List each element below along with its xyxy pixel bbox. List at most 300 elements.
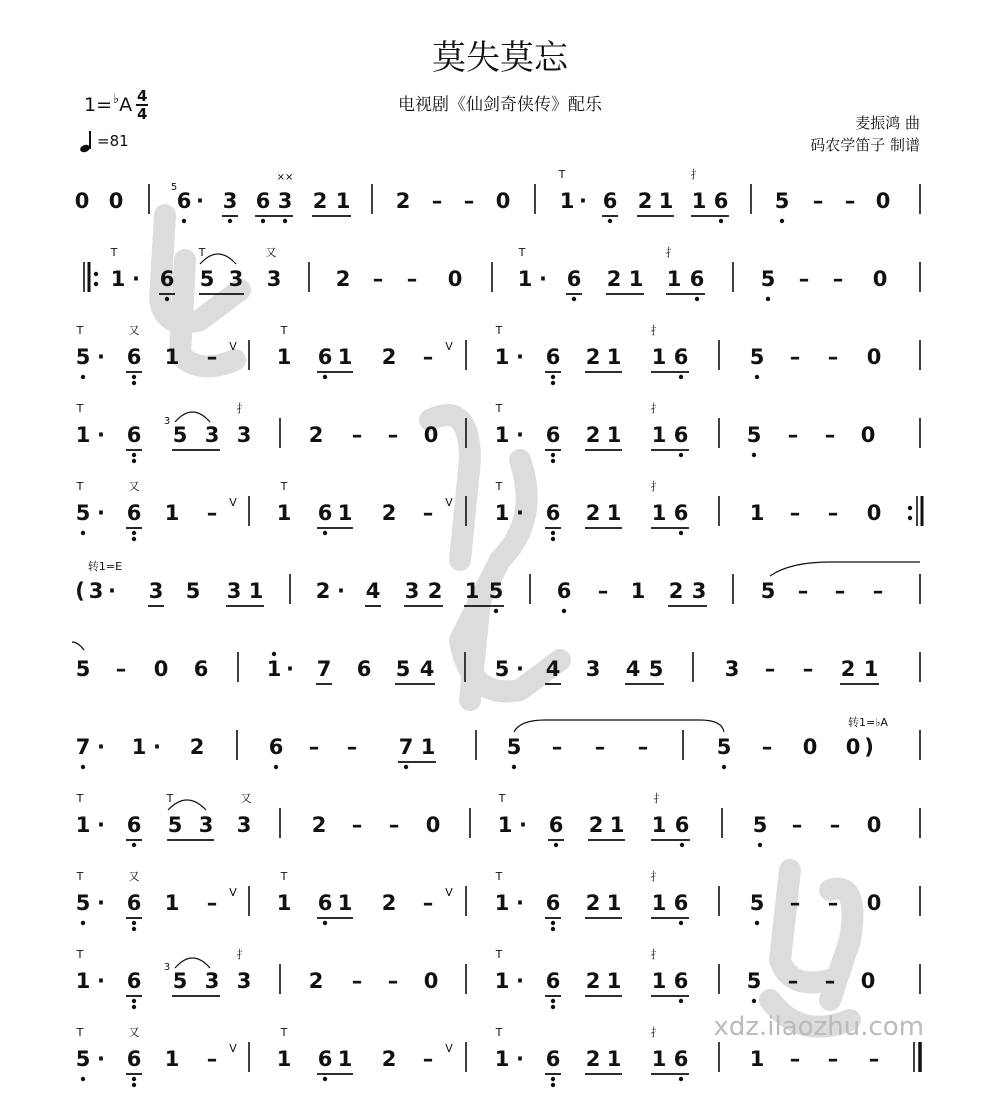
note: 1: [749, 501, 765, 525]
note: 1: [75, 969, 91, 993]
note: 0: [875, 189, 891, 213]
note: 1: [494, 423, 510, 447]
note: 2: [315, 579, 331, 603]
octave-dot: [755, 921, 759, 925]
note: 0: [423, 969, 439, 993]
note: 6: [255, 189, 271, 213]
octave-dot: [551, 531, 555, 535]
note: 2: [585, 1047, 601, 1071]
trill-icon: ⨯⨯: [276, 172, 294, 183]
note: –: [764, 657, 776, 681]
note: 1: [863, 657, 879, 681]
modulation-mark: 转1=♭A: [848, 716, 888, 729]
note: –: [597, 579, 609, 603]
note: 1: [494, 891, 510, 915]
note: 2: [189, 735, 205, 759]
note: 1: [494, 345, 510, 369]
note: 5: [199, 267, 215, 291]
note: 1: [651, 501, 667, 525]
ornament-mark: 扌: [650, 870, 662, 883]
watermark-url: xdz.ilaozhu.com: [713, 1012, 924, 1042]
note: ·: [97, 891, 105, 915]
repeat-dot: [94, 282, 98, 286]
note: 2: [585, 423, 601, 447]
octave-dot: [132, 1077, 136, 1081]
note: 6: [673, 345, 689, 369]
note: –: [827, 345, 839, 369]
note: 2: [637, 189, 653, 213]
note: 6: [317, 501, 333, 525]
note: 1: [606, 423, 622, 447]
note: 1: [630, 579, 646, 603]
note: 6: [566, 267, 582, 291]
ornament-mark: T: [280, 1026, 288, 1039]
note: –: [868, 1047, 880, 1071]
note: 6: [673, 501, 689, 525]
ornament-mark: 扌: [236, 402, 248, 415]
octave-dot: [228, 219, 232, 223]
note: 6: [126, 969, 142, 993]
note: 5: [395, 657, 411, 681]
repeat-dot: [94, 272, 98, 276]
note: 2: [311, 813, 327, 837]
note: 2: [335, 267, 351, 291]
note: 1: [337, 891, 353, 915]
paren-close: ): [864, 735, 874, 759]
octave-dot: [274, 765, 278, 769]
note: 5: [75, 891, 91, 915]
note: 5: [752, 813, 768, 837]
octave-dot: [323, 1077, 327, 1081]
note: 6: [673, 969, 689, 993]
note: 5: [760, 579, 776, 603]
octave-dot: [679, 531, 683, 535]
ornament-mark: 又: [128, 870, 140, 883]
note: –: [388, 813, 400, 837]
note: ·: [516, 345, 524, 369]
paren-open: (: [75, 579, 85, 603]
note: 5: [648, 657, 664, 681]
octave-dot: [132, 375, 136, 379]
octave-dot: [758, 843, 762, 847]
octave-dot: [766, 297, 770, 301]
note: –: [594, 735, 606, 759]
note: –: [787, 969, 799, 993]
note: 1: [164, 345, 180, 369]
note: 6: [545, 423, 561, 447]
note: –: [206, 501, 218, 525]
note: 6: [673, 891, 689, 915]
note: 1: [464, 579, 480, 603]
note: –: [422, 345, 434, 369]
octave-dot: [562, 609, 566, 613]
octave-dot: [752, 999, 756, 1003]
octave-dot: [272, 652, 276, 656]
note: 0: [495, 189, 511, 213]
note: 1: [609, 813, 625, 837]
octave-dot: [132, 843, 136, 847]
ornament-mark: 扌: [650, 402, 662, 415]
ornament-mark: T: [558, 168, 566, 181]
note: 1: [276, 501, 292, 525]
note: 5: [749, 891, 765, 915]
note: 0: [866, 813, 882, 837]
tie: [514, 720, 724, 732]
note: 0: [153, 657, 169, 681]
octave-dot: [679, 921, 683, 925]
note: –: [463, 189, 475, 213]
ornament-mark: T: [495, 402, 503, 415]
octave-dot: [752, 453, 756, 457]
octave-dot: [132, 1005, 136, 1009]
note: 1: [517, 267, 533, 291]
note: –: [351, 813, 363, 837]
note: –: [824, 423, 836, 447]
note: 1: [266, 657, 282, 681]
note: –: [872, 579, 884, 603]
note: 1: [651, 1047, 667, 1071]
note: 5: [746, 423, 762, 447]
breath-mark: V: [445, 886, 453, 899]
note: –: [802, 657, 814, 681]
octave-dot: [132, 921, 136, 925]
note: 3: [228, 267, 244, 291]
note: –: [789, 1047, 801, 1071]
ornament-mark: T: [280, 324, 288, 337]
note: ·: [516, 969, 524, 993]
note: –: [844, 189, 856, 213]
octave-dot: [81, 765, 85, 769]
note: 0: [866, 891, 882, 915]
ornament-mark: 又: [128, 324, 140, 337]
note: 6: [548, 813, 564, 837]
note: ·: [108, 579, 116, 603]
score-title: 莫失莫忘: [432, 38, 568, 78]
note: 3: [204, 969, 220, 993]
note: –: [791, 813, 803, 837]
note: 1: [606, 969, 622, 993]
ornament-mark: T: [280, 870, 288, 883]
ornament-mark: T: [198, 246, 206, 259]
note: 5: [746, 969, 762, 993]
ornament-mark: 又: [128, 480, 140, 493]
note: 5: [172, 423, 188, 447]
note: 4: [545, 657, 561, 681]
note: –: [827, 1047, 839, 1071]
octave-dot: [182, 219, 186, 223]
ornament-mark: T: [495, 948, 503, 961]
note: 6: [193, 657, 209, 681]
note: 1: [651, 891, 667, 915]
slur: [175, 958, 210, 968]
note: 6: [673, 423, 689, 447]
octave-dot: [680, 843, 684, 847]
note: 1: [559, 189, 575, 213]
note: –: [115, 657, 127, 681]
octave-dot: [551, 1005, 555, 1009]
note: 1: [337, 345, 353, 369]
ornament-mark: T: [495, 324, 503, 337]
note: 2: [668, 579, 684, 603]
octave-dot: [81, 375, 85, 379]
ornament-mark: 又: [265, 246, 277, 259]
octave-dot: [695, 297, 699, 301]
note: 2: [308, 969, 324, 993]
note: –: [827, 501, 839, 525]
breath-mark: V: [229, 496, 237, 509]
octave-dot: [323, 531, 327, 535]
note: 1: [749, 1047, 765, 1071]
ornament-mark: 扌: [690, 168, 702, 181]
ornament-mark: 扌: [650, 480, 662, 493]
note: 6: [545, 1047, 561, 1071]
tie: [72, 642, 84, 650]
note: 6: [545, 891, 561, 915]
note: 1: [131, 735, 147, 759]
note: ·: [97, 735, 105, 759]
note: –: [761, 735, 773, 759]
note: 6: [317, 891, 333, 915]
note: 6: [602, 189, 618, 213]
note: 1: [494, 501, 510, 525]
ornament-mark: T: [166, 792, 174, 805]
octave-dot: [323, 921, 327, 925]
note: 1: [164, 501, 180, 525]
note: 1: [606, 1047, 622, 1071]
octave-dot: [494, 609, 498, 613]
note: 1: [276, 1047, 292, 1071]
ornament-mark: 又: [240, 792, 252, 805]
arranger: 码农学笛子 制谱: [810, 136, 920, 154]
note: 5: [506, 735, 522, 759]
note: ·: [97, 501, 105, 525]
time-top: 4: [136, 87, 148, 105]
note: 2: [585, 891, 601, 915]
note: 7: [398, 735, 414, 759]
note: –: [206, 891, 218, 915]
ornament-mark: T: [76, 402, 84, 415]
note: 2: [606, 267, 622, 291]
octave-dot: [551, 921, 555, 925]
note: 6: [713, 189, 729, 213]
note: 1: [651, 423, 667, 447]
octave-dot: [551, 537, 555, 541]
note: 5: [488, 579, 504, 603]
note: 1: [658, 189, 674, 213]
note: 2: [381, 345, 397, 369]
note: 6: [126, 423, 142, 447]
note: 2: [588, 813, 604, 837]
octave-dot: [323, 375, 327, 379]
note: 3: [691, 579, 707, 603]
note: 3: [204, 423, 220, 447]
note: 1: [110, 267, 126, 291]
note: 1: [164, 1047, 180, 1071]
note: 6: [126, 345, 142, 369]
note: 3: [236, 813, 252, 837]
ornament-mark: T: [76, 480, 84, 493]
note: ·: [337, 579, 345, 603]
note: –: [798, 267, 810, 291]
note: 5: [167, 813, 183, 837]
note: 3: [277, 189, 293, 213]
ornament-mark: T: [495, 480, 503, 493]
note: 1: [651, 969, 667, 993]
octave-dot: [551, 927, 555, 931]
grace-note: 5: [170, 182, 178, 193]
note: 2: [381, 891, 397, 915]
note: –: [346, 735, 358, 759]
ornament-mark: 扌: [236, 948, 248, 961]
note: 0: [845, 735, 861, 759]
ornament-mark: T: [495, 1026, 503, 1039]
octave-dot: [283, 219, 287, 223]
note: 3: [404, 579, 420, 603]
note: 0: [860, 423, 876, 447]
ornament-mark: 扌: [665, 246, 677, 259]
note: 0: [447, 267, 463, 291]
breath-mark: V: [445, 496, 453, 509]
octave-dot: [132, 381, 136, 385]
note: 5: [75, 501, 91, 525]
slur: [175, 412, 210, 422]
octave-dot: [551, 1077, 555, 1081]
note: ·: [196, 189, 204, 213]
note: –: [406, 267, 418, 291]
note: 1: [651, 345, 667, 369]
note: 7: [316, 657, 332, 681]
note: 6: [689, 267, 705, 291]
ornament-mark: T: [495, 870, 503, 883]
note: 3: [724, 657, 740, 681]
ornament-mark: T: [518, 246, 526, 259]
note: 1: [164, 891, 180, 915]
octave-dot: [132, 537, 136, 541]
note: 0: [423, 423, 439, 447]
breath-mark: V: [229, 340, 237, 353]
note: ·: [539, 267, 547, 291]
note: 2: [585, 969, 601, 993]
note: –: [431, 189, 443, 213]
octave-dot: [572, 297, 576, 301]
note: 0: [866, 345, 882, 369]
note: 7: [75, 735, 91, 759]
note: ·: [516, 891, 524, 915]
note: 2: [395, 189, 411, 213]
note: 6: [545, 345, 561, 369]
composer: 麦振鸿 曲: [855, 114, 920, 132]
note: –: [829, 813, 841, 837]
note: 1: [497, 813, 513, 837]
note: 5: [75, 657, 91, 681]
note: 1: [628, 267, 644, 291]
note: 0: [802, 735, 818, 759]
note: 1: [335, 189, 351, 213]
note: 2: [840, 657, 856, 681]
note: 1: [337, 1047, 353, 1071]
note: –: [422, 501, 434, 525]
octave-dot: [722, 765, 726, 769]
note: –: [351, 969, 363, 993]
note: 0: [872, 267, 888, 291]
note: 6: [356, 657, 372, 681]
note: 1: [75, 423, 91, 447]
note: 3: [198, 813, 214, 837]
octave-dot: [132, 459, 136, 463]
breath-mark: V: [229, 1042, 237, 1055]
time-bottom: 4: [136, 105, 148, 123]
ornament-mark: 扌: [650, 324, 662, 337]
slur: [200, 254, 236, 264]
note: –: [824, 969, 836, 993]
octave-dot: [551, 999, 555, 1003]
note: 6: [317, 345, 333, 369]
note: 1: [276, 345, 292, 369]
note: ·: [97, 423, 105, 447]
note: –: [827, 891, 839, 915]
note: –: [789, 891, 801, 915]
note: ·: [132, 267, 140, 291]
note: –: [787, 423, 799, 447]
note: 1: [666, 267, 682, 291]
note: 2: [381, 501, 397, 525]
note: –: [551, 735, 563, 759]
note: 0: [108, 189, 124, 213]
note: –: [422, 891, 434, 915]
note: 6: [317, 1047, 333, 1071]
note: –: [308, 735, 320, 759]
key-prefix: 1=: [84, 94, 113, 116]
octave-dot: [551, 381, 555, 385]
note: 2: [585, 501, 601, 525]
grace-note: 3: [163, 416, 171, 427]
note: 1: [691, 189, 707, 213]
note: 6: [556, 579, 572, 603]
note: ·: [516, 423, 524, 447]
note: 6: [176, 189, 192, 213]
note: 3: [148, 579, 164, 603]
note: 0: [425, 813, 441, 837]
note: 5: [75, 345, 91, 369]
note: 6: [126, 501, 142, 525]
note: 6: [674, 813, 690, 837]
note: –: [206, 345, 218, 369]
tie: [770, 562, 920, 576]
note: 5: [716, 735, 732, 759]
octave-dot: [132, 927, 136, 931]
note: –: [812, 189, 824, 213]
octave-dot: [679, 375, 683, 379]
ornament-mark: T: [76, 1026, 84, 1039]
flat-sign: ♭: [113, 91, 120, 107]
modulation-mark: 转1=E: [87, 560, 123, 573]
note: 3: [222, 189, 238, 213]
note: 3: [226, 579, 242, 603]
repeat-dot: [908, 516, 912, 520]
note: 6: [268, 735, 284, 759]
note: –: [637, 735, 649, 759]
repeat-dot: [908, 506, 912, 510]
breath-mark: V: [445, 340, 453, 353]
octave-dot: [551, 453, 555, 457]
note: –: [834, 579, 846, 603]
note: 3: [266, 267, 282, 291]
octave-dot: [551, 375, 555, 379]
octave-dot: [404, 765, 408, 769]
note: 4: [365, 579, 381, 603]
note: –: [372, 267, 384, 291]
note: 1: [651, 813, 667, 837]
